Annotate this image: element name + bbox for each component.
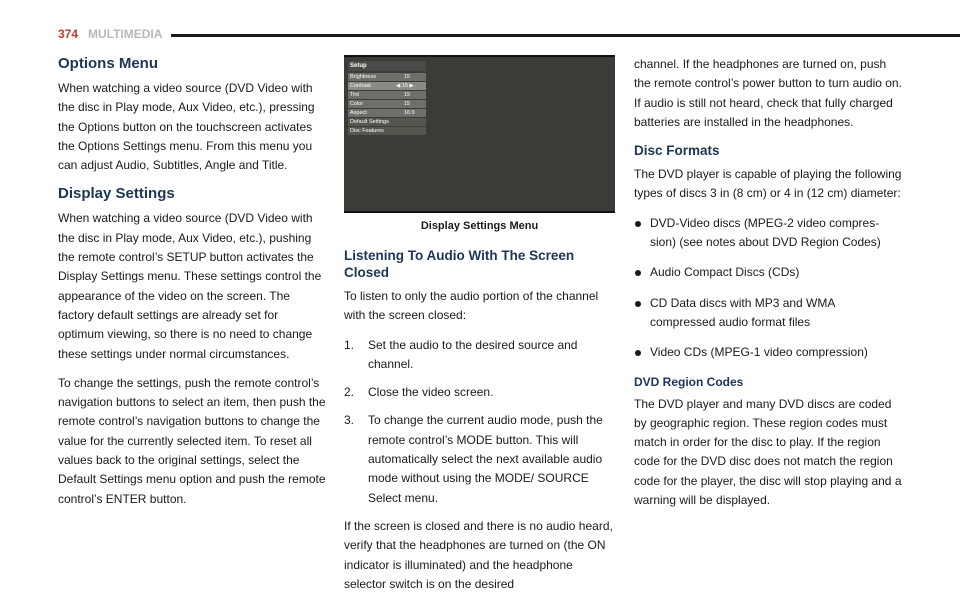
display-settings-text-2: To change the settings, push the remote control’s navigation buttons to select an item, then push the remote control’s navigation buttons to change the value for the currently selected item. To reset all values back to the original settings, select the Default Settings menu option and push the remote control’s ENTER button. — [58, 375, 326, 506]
menu-row-disc-features: Disc Features — [348, 127, 426, 135]
menu-row-color: Color 15 — [348, 100, 426, 108]
region-codes-text: The DVD player and many DVD discs are coded by geographic region. These region codes must match in order for the disc to play. If the region code for the DVD disc does not match the region code for the player, the disc will stop playing and a warning will be displayed. — [634, 396, 902, 508]
display-settings-heading: Display Settings — [58, 185, 175, 203]
continued-text: channel. If the headphones are turned on, push the remote control’s power button to turn audio on. If audio is still not heard, check that fully charged batteries are installed in the headphones. — [634, 57, 902, 129]
region-codes-heading: DVD Region Codes — [634, 374, 744, 389]
menu-row-default-settings: Default Settings — [348, 118, 426, 126]
listening-heading: Listening To Audio With The Screen Closed — [344, 248, 575, 280]
column-3 — [634, 55, 902, 520]
options-menu-heading: Options Menu — [58, 55, 158, 72]
step-item: 1. Set the audio to the desired source and channel. — [344, 337, 578, 371]
bullet-icon — [635, 270, 641, 276]
list-item: CD Data discs with MP3 and WMA compressed audio format files — [634, 294, 902, 333]
column-2 — [344, 55, 615, 604]
disc-formats-heading: Disc Formats — [634, 143, 720, 159]
display-settings-text-1: When watching a video source (DVD Video with the disc in Play mode, Aux Video, etc.), pushing the remote control’s SETUP button activates the Display Settings menu. These settings control the appearance of the video on the screen. The factory default settings are already set for optimum viewing, so there is no need to change these settings under normal circumstances. — [58, 211, 322, 361]
column-1 — [58, 55, 326, 519]
header-rule — [171, 34, 960, 37]
step-item: 2. Close the video screen. — [344, 385, 494, 400]
list-item: Video CDs (MPEG-1 video compression) — [634, 343, 902, 362]
list-item: Audio Compact Discs (CDs) — [634, 263, 902, 282]
bullet-icon — [635, 221, 641, 227]
page-number: 374 — [58, 27, 79, 41]
steps-list — [344, 336, 615, 508]
section-title: MULTIMEDIA — [88, 27, 163, 41]
disc-formats-list — [634, 214, 902, 363]
bullet-icon — [635, 350, 641, 356]
setup-menu-title: Setup — [348, 61, 426, 71]
bullet-icon — [635, 301, 641, 307]
page-header — [58, 27, 908, 43]
menu-row-brightness: Brightness 15 — [348, 73, 426, 81]
closing-text: If the screen is closed and there is no audio heard, verify that the headphones are turned on (the ON indicator is illuminated) and the headphone selector switch is on the desired — [344, 518, 613, 591]
menu-row-aspect: Aspect 16:9 — [348, 109, 426, 117]
menu-row-tint: Tint 15 — [348, 91, 426, 99]
menu-row-contrast: Contrast ◀ 15 ▶ — [348, 82, 426, 90]
disc-formats-intro: The DVD player is capable of playing the following types of discs 3 in (8 cm) or 4 in (12 cm) diameter: — [634, 167, 902, 201]
setup-menu — [348, 61, 426, 136]
display-settings-screenshot — [344, 55, 615, 213]
step-item: 3. To change the current audio mode, push the remote control’s MODE button. This will automatically select the next available audio mode without using the MODE/ SOURCE Select menu. — [344, 413, 603, 505]
options-menu-text: When watching a video source (DVD Video with the disc in Play mode, Aux Video, etc.), pressing the Options button on the touchscreen activates the Options Settings menu. From this menu you can adjust Audio, Subtitles, Angle and Title. — [58, 81, 315, 173]
listening-intro: To listen to only the audio portion of the channel with the screen closed: — [344, 289, 599, 323]
list-item: DVD-Video discs (MPEG-2 video compres- sion) (see notes about DVD Region Codes) — [634, 214, 902, 253]
figure-caption: Display Settings Menu — [420, 220, 539, 232]
